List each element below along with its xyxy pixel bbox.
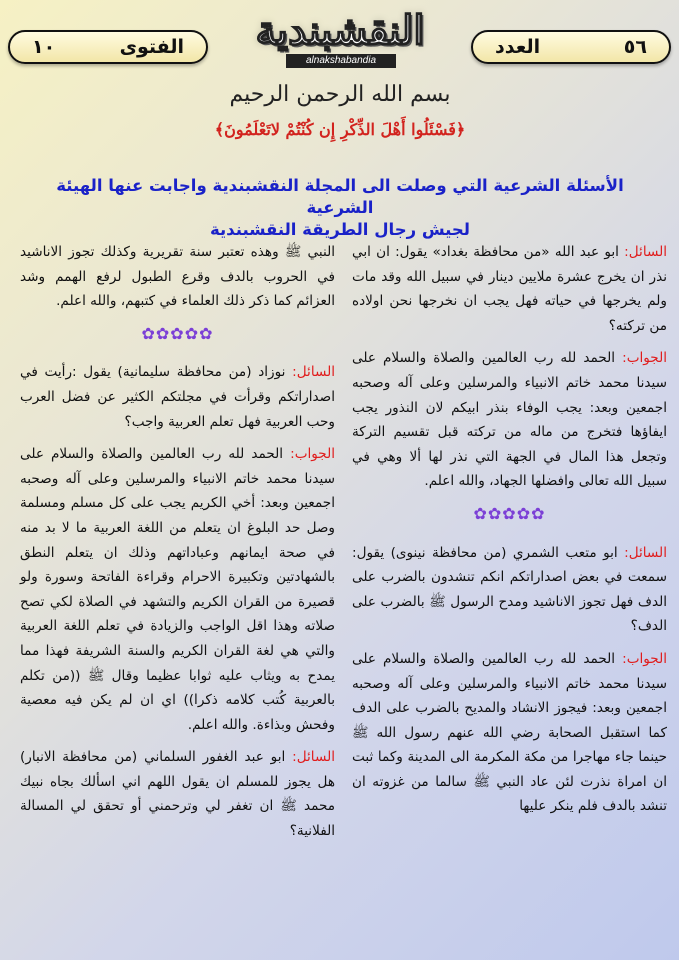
answer-3 xyxy=(20,442,335,737)
answer-2 xyxy=(352,647,667,819)
heading-line-1: الأسئلة الشرعية التي وصلت الى المجلة النقشبندية واجابت عنها الهيئة الشرعية xyxy=(56,176,624,217)
answer-label: الجواب: xyxy=(622,650,667,667)
section-label: الفتوى xyxy=(119,36,184,58)
answer-2-continued: النبي ﷺ وهذه تعتبر سنة تقريرية وكذلك تجوز الاناشيد في الحروب بالدف وقرع الطبول لرفع الهمم وشد العزائم كما ذكر ذلك العلماء في كتبهم، والله اعلم. xyxy=(20,244,335,310)
question-1 xyxy=(352,240,667,338)
answer-2-text: الحمد لله رب العالمين والصلاة والسلام على سيدنا محمد خاتم الانبياء والمرسلين وعلى آله وصحبه اجمعين وبعد: فيجوز الانشاد والمديح بالضرب على الدف كما استقبل الصحابة رضي الله عنهم رسول الله ﷺ حينما جاء مهاجرا من مكة المكرمة الى المدينة وكما ثبت ان امراة نذرت لئن عاد النبي ﷺ سالما من غزوته ان تنشد بالدف فلم ينكر عليها xyxy=(352,650,667,815)
question-2-text: ابو متعب الشمري (من محافظة نينوى) يقول: سمعت في بعض اصداراتكم انكم تنشدون بالضرب على الدف فهل تجوز الاناشيد ومدح الرسول ﷺ بالضرب على الدف؟ xyxy=(352,544,667,635)
ornament-divider: ✿✿✿✿✿ xyxy=(473,503,546,523)
page-number: ١٠ xyxy=(32,36,56,58)
questioner-label: السائل: xyxy=(292,364,336,381)
question-3 xyxy=(20,360,335,434)
questioner-label: السائل: xyxy=(624,244,668,260)
questioner-label: السائل: xyxy=(624,544,667,561)
question-3-text: نوزاد (من محافظة سليمانية) يقول :رأيت في اصداراتكم وقرأت في مجلتكم الكثير عن فضل العرب وحب العربية فهل تعلم العربية واجب؟ xyxy=(20,364,335,430)
questioner-label: السائل: xyxy=(292,749,335,766)
question-4 xyxy=(20,745,335,843)
page-pill xyxy=(8,30,208,64)
answer-1-text: الحمد لله رب العالمين والصلاة والسلام على سيدنا محمد خاتم الانبياء والمرسلين وعلى آله وصحبه اجمعين وبعد: يجب الوفاء بنذر ابيكم لان النذور يجب ايفاؤها فتخرج من ماله من تركته قبل تقسيم التركة وتجعل هذا المال في الجهة التي نذر لها ألا وهي في سبيل الله تعالى وافضلها الجهاد، والله اعلم. xyxy=(352,350,667,490)
page-heading xyxy=(40,175,640,241)
logo-site: alnakshabandia xyxy=(286,54,396,68)
issue-number: ٥٦ xyxy=(623,36,647,58)
answer-3-text: الحمد لله رب العالمين والصلاة والسلام على سيدنا محمد خاتم الانبياء والمرسلين وعلى آله وصحبه اجمعين وبعد: أخي الكريم يجب على كل مسلم ومسلمة وصل حد البلوغ ان يتعلم من اللغة العربية ما لا بد منه في صحة ايمانهم وعباداتهم وذلك ان يتعلم النطق بالشهادتين وتكبيرة الاحرام وقراءة الفاتحة وسورة ولو قصيرة من القران الكريم والتشهد في الصلاة لكي تصح صلاته وهذا اقل الواجب والزيادة في تعلم اللغة العربية والتي هي لغة القران الكريم والسنة الشريفة فهذا مما يمدح به ويثاب عليه ثوابا عظيما وقال ﷺ ((من تكلم بالعربية كُتب كلامه ذكرا)) اي ان لم يكن فيه معصية وفحش وبذاءة. والله اعلم. xyxy=(20,446,335,733)
answer-label: الجواب: xyxy=(290,446,335,463)
right-column xyxy=(352,240,667,827)
question-2 xyxy=(352,541,667,639)
issue-pill xyxy=(471,30,671,64)
question-4-text: ابو عبد الغفور السلماني (من محافظة الانبار) هل يجوز للمسلم ان يقول اللهم اني اسألك بجاه نبيك محمد ﷺ ان تغفر لي وترحمني أو تحقق لي المسالة الفلانية؟ xyxy=(20,749,335,840)
answer-1 xyxy=(352,346,667,494)
question-1-text: ابو عبد الله «من محافظة بغداد» يقول: ان ابي نذر ان يخرج عشرة ملايين دينار في سبيل الله وقد مات ولم يخرجها في حياته فهل يجب ان نخرجها نحن اولاده من تركته؟ xyxy=(352,244,667,334)
issue-label: العدد xyxy=(495,36,541,58)
ornament-divider: ✿✿✿✿✿ xyxy=(141,323,214,343)
left-column xyxy=(20,240,335,852)
answer-label: الجواب: xyxy=(622,350,667,367)
basmala: بسم الله الرحمن الرحيم xyxy=(229,82,451,107)
heading-line-2: لجيش رجال الطريقة النقشبندية xyxy=(209,220,470,239)
quran-verse: ﴿فَسْئَلُوا أَهْلَ الذِّكْرِ إِن كُنْتُمْ لاتَعْلَمُونَ﴾ xyxy=(214,120,466,139)
logo-title: النقشبندية xyxy=(255,7,425,54)
magazine-logo xyxy=(230,6,450,76)
